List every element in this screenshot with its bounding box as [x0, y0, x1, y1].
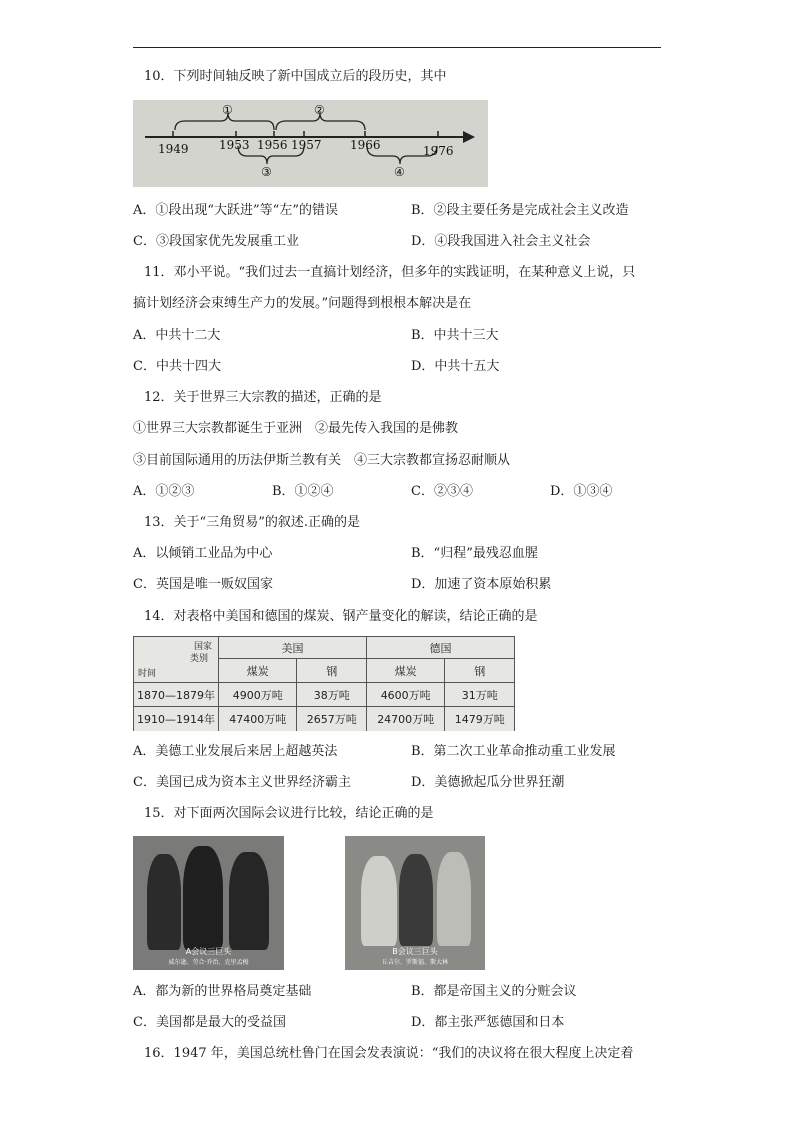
marker-2: ②: [314, 103, 325, 117]
corner-category: 类别: [189, 654, 208, 664]
header-category-2: 钢: [297, 659, 367, 683]
q16-stem: 16．1947 年，美国总统杜鲁门在国会发表演说：“我们的决议将在很大程度上决定着: [144, 1046, 634, 1061]
q13-option-b: B．“归程”最残忍血腥: [411, 546, 538, 561]
corner-time: 时间: [138, 669, 157, 679]
q13-option-c: C．英国是唯一贩奴国家: [133, 577, 273, 592]
cell-value: 2657万吨: [297, 707, 367, 732]
cell-value: 4600万吨: [366, 683, 444, 707]
q11-option-b: B．中共十三大: [411, 328, 499, 343]
photo-b-caption: [345, 946, 485, 966]
q11-option-c: C．中共十四大: [133, 359, 221, 374]
q11-stem-line2: 搞计划经济会束缚生产力的发展。”问题得到根根本解决是在: [133, 296, 472, 311]
photo-a-title: A会议三巨头: [185, 947, 232, 956]
timeline-svg: [133, 100, 488, 187]
header-category-1: 煤炭: [219, 659, 297, 683]
year-1956: 1956: [257, 138, 288, 152]
year-1957: 1957: [291, 138, 322, 152]
year-1976: 1976: [423, 144, 454, 158]
cell-value: 31万吨: [445, 683, 515, 707]
figure: [147, 854, 181, 950]
figure: [437, 852, 471, 946]
cell-value: 47400万吨: [219, 707, 297, 732]
q12-statements-line1: ①世界三大宗教都诞生于亚洲 ②最先传入我国的是佛教: [133, 421, 459, 436]
q10-option-d: D．④段我国进入社会主义社会: [411, 234, 591, 249]
photo-b-names: 丘吉尔、罗斯福、斯大林: [381, 959, 448, 966]
year-1949: 1949: [158, 142, 189, 156]
q15-option-c: C．美国都是最大的受益国: [133, 1015, 286, 1030]
cell-value: 38万吨: [297, 683, 367, 707]
q11-stem-line1: 11．邓小平说。“我们过去一直搞计划经济，但多年的实践证明，在某种意义上说，只: [144, 265, 636, 280]
q11-option-d: D．中共十五大: [411, 359, 500, 374]
q13-stem: 13．关于“三角贸易”的叙述.正确的是: [144, 515, 360, 530]
coal-steel-table: [133, 636, 515, 731]
q10-timeline-image: [133, 100, 488, 187]
q10-option-c: C．③段国家优先发展重工业: [133, 234, 299, 249]
figure: [399, 854, 433, 946]
header-category-3: 煤炭: [366, 659, 444, 683]
q13-option-a: A．以倾销工业品为中心: [133, 546, 273, 561]
figure: [361, 856, 397, 946]
q15-photo-b: [345, 836, 485, 970]
q14-option-d: D．美德掀起瓜分世界狂潮: [411, 775, 565, 790]
photo-b-title: B会议三巨头: [392, 947, 438, 956]
q15-option-a: A．都为新的世界格局奠定基础: [133, 984, 312, 999]
cell-value: 1479万吨: [445, 707, 515, 732]
q12-statements-line2: ③目前国际通用的历法伊斯兰教有关 ④三大宗教都宣扬忍耐顺从: [133, 453, 511, 468]
photo-a-caption: [133, 946, 284, 966]
header-germany: 德国: [366, 637, 514, 659]
figure: [229, 852, 269, 950]
q11-option-a: A．中共十二大: [133, 328, 221, 343]
header-rule: [133, 47, 661, 48]
cell-value: 4900万吨: [219, 683, 297, 707]
q14-option-a: A．美德工业发展后来居上超越英法: [133, 744, 338, 759]
q14-table-image: [133, 636, 515, 731]
cell-time: 1910—1914年: [134, 707, 219, 732]
table-row: [134, 683, 515, 707]
q10-stem: 10．下列时间轴反映了新中国成立后的段历史，其中: [144, 69, 447, 84]
q15-option-b: B．都是帝国主义的分赃会议: [411, 984, 577, 999]
q15-stem: 15．对下面两次国际会议进行比较，结论正确的是: [144, 806, 434, 821]
q10-option-a: A．①段出现“大跃进”等“左”的错误: [133, 203, 338, 218]
header-usa: 美国: [219, 637, 367, 659]
q14-stem: 14．对表格中美国和德国的煤炭、钢产量变化的解读，结论正确的是: [144, 609, 538, 624]
q15-option-d: D．都主张严惩德国和日本: [411, 1015, 565, 1030]
q12-option-d: D．①③④: [550, 484, 613, 499]
q12-option-b: B．①②④: [272, 484, 334, 499]
year-1966: 1966: [350, 138, 381, 152]
q13-option-d: D．加速了资本原始积累: [411, 577, 552, 592]
q14-option-b: B．第二次工业革命推动重工业发展: [411, 744, 616, 759]
timeline-arrow: [463, 131, 475, 143]
cell-value: 24700万吨: [366, 707, 444, 732]
q12-stem: 12．关于世界三大宗教的描述，正确的是: [144, 390, 382, 405]
q10-option-b: B．②段主要任务是完成社会主义改造: [411, 203, 629, 218]
figure: [183, 846, 223, 950]
year-1953: 1953: [219, 138, 250, 152]
q12-option-c: C．②③④: [411, 484, 473, 499]
q12-option-a: A．①②③: [133, 484, 195, 499]
table-row: [134, 707, 515, 732]
photo-a-names: 威尔逊、劳合·乔治、克里孟梭: [168, 959, 249, 966]
q15-photo-a: [133, 836, 284, 970]
marker-1: ①: [222, 103, 233, 117]
q14-option-c: C．美国已成为资本主义世界经济霸主: [133, 775, 351, 790]
corner-country: 国家: [193, 642, 212, 652]
table-corner: [134, 637, 219, 683]
cell-time: 1870—1879年: [134, 683, 219, 707]
marker-3: ③: [261, 165, 272, 179]
marker-4: ④: [394, 165, 405, 179]
header-category-4: 钢: [445, 659, 515, 683]
